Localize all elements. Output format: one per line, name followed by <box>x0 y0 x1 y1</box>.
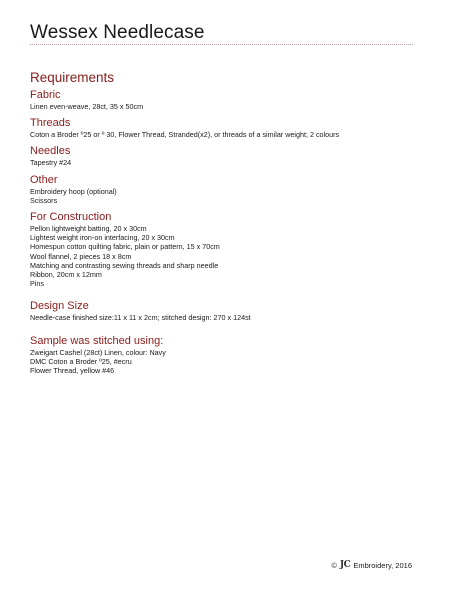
sample-heading: Sample was stitched using: <box>30 334 164 347</box>
construction-line: Ribbon, 20cm x 12mm <box>30 270 102 280</box>
construction-line: Wool flannel, 2 pieces 18 x 8cm <box>30 251 132 261</box>
threads-group <box>30 117 420 139</box>
jc-logo: JC <box>339 560 351 570</box>
footer-text: Embroidery, 2016 <box>353 560 412 570</box>
fabric-group <box>30 89 420 111</box>
construction-line: Matching and contrasting sewing threads and sharp needle <box>30 260 219 270</box>
construction-line: Lightest weight iron-on interfacing, 20 x 30cm <box>30 233 175 243</box>
other-line: Embroidery hoop (optional) <box>30 186 117 196</box>
title-divider <box>30 44 413 45</box>
needles-group <box>30 145 420 167</box>
design-size-group <box>30 300 420 322</box>
construction-line: Homespun cotton quilting fabric, plain or pattern, 15 x 70cm <box>30 242 220 252</box>
sample-line: Zweigart Cashel (28ct) Linen, colour: Navy <box>30 347 166 357</box>
fabric-heading: Fabric <box>30 89 61 101</box>
needles-line: Tapestry #24 <box>30 158 72 168</box>
requirements-heading: Requirements <box>30 70 115 85</box>
threads-heading: Threads <box>30 117 71 130</box>
threads-line: Coton a Broder º25 or º 30, Flower Thread, Stranded(x2), or threads of a similar weight; 2 colours <box>30 130 340 140</box>
sample-line: DMC Coton a Broder º25, #ecru <box>30 356 132 366</box>
fabric-line: Linen even-weave, 28ct, 35 x 50cm <box>30 102 144 111</box>
content <box>30 70 420 381</box>
other-group <box>30 174 420 205</box>
design-size-line: Needle-case finished size:11 x 11 x 2cm; stitched design: 270 x 124st <box>30 313 251 323</box>
other-heading: Other <box>30 173 58 186</box>
copyright-symbol: © <box>331 560 337 570</box>
footer-copyright <box>331 560 412 570</box>
construction-heading: For Construction <box>30 211 112 224</box>
page-title: Wessex Needlecase <box>30 22 205 43</box>
design-size-heading: Design Size <box>30 300 89 313</box>
needles-heading: Needles <box>30 145 71 158</box>
sample-group <box>30 335 420 376</box>
other-line: Scissors <box>30 195 58 205</box>
sample-line: Flower Thread, yellow #46 <box>30 366 115 376</box>
construction-group <box>30 211 420 288</box>
construction-line: Pins <box>30 279 44 289</box>
construction-line: Pellon lightweight batting, 20 x 30cm <box>30 224 147 234</box>
